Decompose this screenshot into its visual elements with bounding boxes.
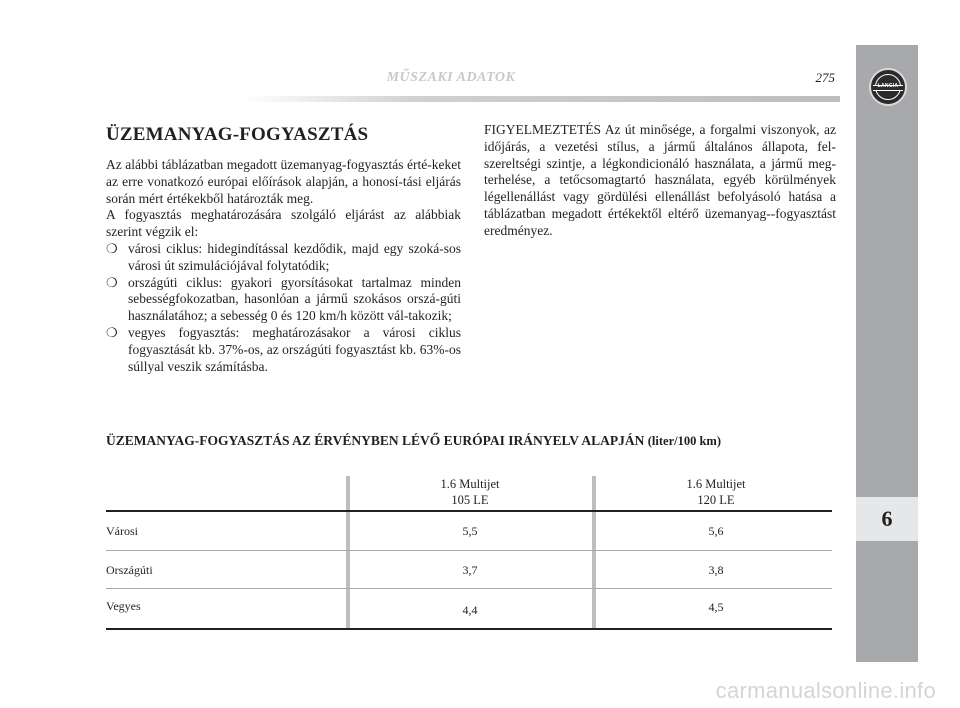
table-cell: 5,5 [462,524,478,538]
procedure-paragraph: A fogyasztás meghatározására szolgáló eljárást az alábbiak szerint végzik el: [106,207,461,240]
column-header-power: 120 LE [697,493,735,507]
list-item [106,275,461,325]
chapter-sidebar [856,45,918,662]
table-cell: 4,4 [462,603,478,617]
table-bottom-rule [106,628,832,630]
list-item-text: országúti ciklus: gyakori gyorsításokat tartalmaz minden sebességfokozatban, hasonlóan a jármű szokásos orszá-gúti használatához; a sebesség 0 és 120 km/h között vál-takozik; [128,274,461,324]
row-label: Városi [106,524,138,538]
table-unit: (liter/100 km) [647,434,721,448]
logo-text: LANCIA [877,83,899,89]
page-header-title: MŰSZAKI ADATOK [386,70,516,85]
table-cell: 3,8 [708,563,724,577]
column-header [350,476,590,508]
section-heading: ÜZEMANYAG-FOGYASZTÁS [106,124,369,145]
consumption-table [106,476,832,630]
page-number: 275 [815,70,835,85]
table-cell: 5,6 [708,524,724,538]
table-heading [106,433,826,449]
row-label: Vegyes [106,599,141,613]
table-row-rule [106,588,832,589]
bullet-circle-icon: ❍ [106,240,118,256]
column-header-engine: 1.6 Multijet [440,477,500,491]
list-item [106,325,461,375]
left-column [106,157,461,375]
table-cell: 4,5 [708,600,724,614]
chapter-number-tab[interactable]: 6 [856,497,918,541]
bullet-circle-icon: ❍ [106,274,118,290]
bullet-circle-icon: ❍ [106,324,118,340]
intro-paragraph: Az alábbi táblázatban megadott üzemanyag-fogyasztás érté-keket az erre vonatkozó európai előírások alapján, a honosí-tási eljárás során mért értékekből határozták meg. [106,157,461,206]
cycle-list [106,241,461,375]
table-cell: 3,7 [462,563,478,577]
table-title: ÜZEMANYAG-FOGYASZTÁS AZ ÉRVÉNYBEN LÉVŐ EURÓPAI IRÁNYELV ALAPJÁN [106,433,645,448]
header-divider [240,96,840,102]
row-label: Országúti [106,563,153,577]
column-header-engine: 1.6 Multijet [686,477,746,491]
list-item [106,241,461,275]
list-item-text: városi ciklus: hidegindítással kezdődik, majd egy szoká-sos városi út szimulációjával folytatódik; [128,240,461,273]
warning-paragraph: FIGYELMEZTETÉS Az út minősége, a forgalmi viszonyok, az időjárás, a vezetési stílus, a jármű általános állapota, fel-szereltségi szintje, a légkondicionáló használata, a jármű meg-terhelése, a tetőcsomagtartó használata, egyéb körülmények légellenállást vagy gördülési ellenállást befolyásoló hatása a táblázatban megadott értékektől eltérő üzemanyag--fogyasztást eredményez. [484,122,836,238]
column-header [596,476,836,508]
column-header-power: 105 LE [451,493,489,507]
list-item-text: vegyes fogyasztás: meghatározásakor a városi ciklus fogyasztását kb. 37%-os, az országúti fogyasztást kb. 63%-os súllyal veszik számításba. [128,324,461,374]
watermark: carmanualsonline.info [715,678,936,703]
table-row-rule [106,550,832,551]
lancia-logo-icon [869,68,907,106]
table-header-rule [106,510,832,512]
